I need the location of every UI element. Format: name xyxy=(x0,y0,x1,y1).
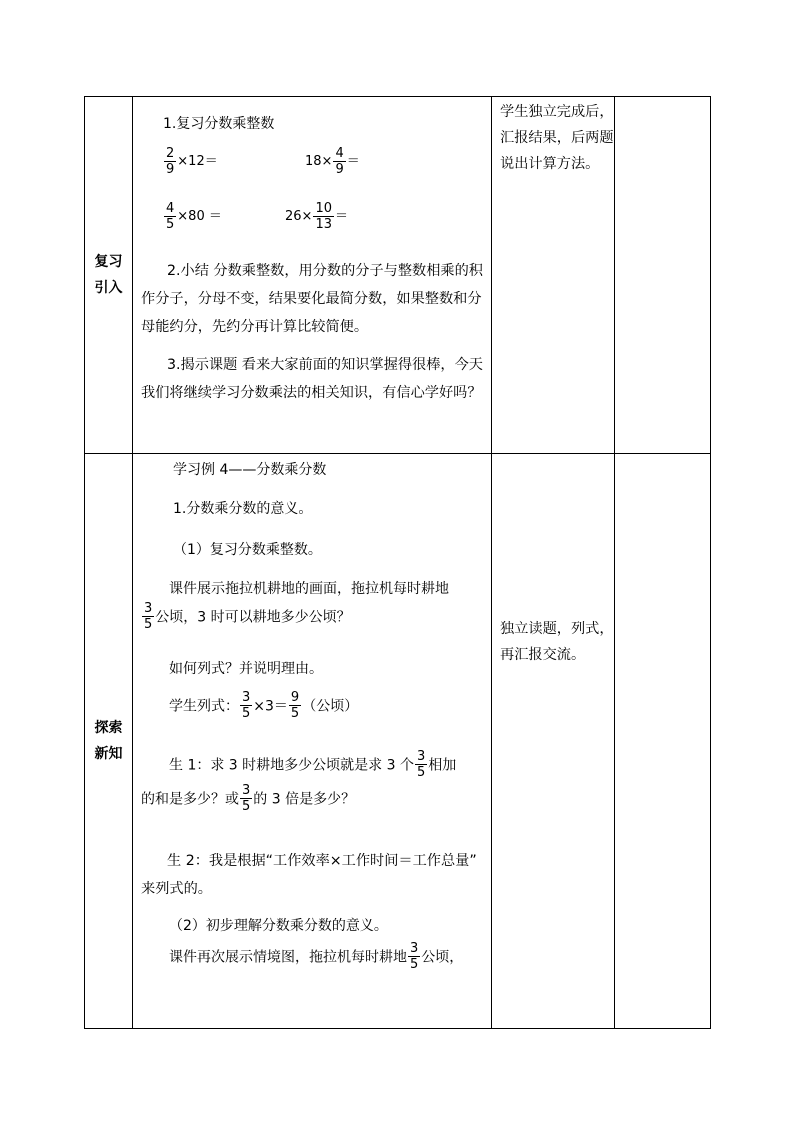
fraction: $\frac{2}{9}$ xyxy=(166,146,175,177)
explore-p1-line2: $\frac{3}{5}$ 公顷，3 时可以耕地多少公顷？ xyxy=(144,601,351,632)
fraction: $\frac{9}{5}$ xyxy=(290,690,300,721)
explore-student-cell xyxy=(492,454,615,1029)
explore-question: 如何列式？并说明理由。 xyxy=(169,661,323,677)
review-item1-title: 1.复习分数乘整数 xyxy=(163,116,275,132)
exercise-1: $\frac{2}{9}$ ×12＝ xyxy=(166,146,218,177)
explore-s1-line2: 的和是多少？或 $\frac{3}{5}$ 的 3 倍是多少？ xyxy=(141,783,356,814)
fraction: $\frac{3}{5}$ xyxy=(242,690,251,721)
fraction: $\frac{4}{5}$ xyxy=(166,201,175,232)
review-label: 复习引入 xyxy=(94,254,123,296)
exercise-2: 18× $\frac{4}{9}$ ＝ xyxy=(305,146,360,177)
explore-p2: 课件再次展示情境图，拖拉机每时耕地 $\frac{3}{5}$ 公顷， xyxy=(169,941,464,972)
review-student-activity: 学生独立完成后，汇报结果，后两题说出计算方法。 xyxy=(500,104,614,172)
fraction: $\frac{3}{5}$ xyxy=(416,749,426,780)
explore-row xyxy=(85,454,711,1029)
explore-heading: 学习例 4——分数乘分数 xyxy=(173,462,327,478)
lesson-plan-table xyxy=(84,96,711,1029)
explore-sub1: （1）复习分数乘整数。 xyxy=(173,542,322,558)
review-student-cell xyxy=(492,97,615,454)
review-notes-cell xyxy=(615,97,711,454)
explore-label-cell xyxy=(85,454,133,1029)
explore-student-activity: 独立读题，列式，再汇报交流。 xyxy=(500,621,614,663)
explore-sub2: （2）初步理解分数乘分数的意义。 xyxy=(169,918,388,934)
review-item3: 3.揭示课题 看来大家前面的知识掌握得很棒，今天我们将继续学习分数乘法的相关知识，有信心学好吗？ xyxy=(141,357,483,401)
exercise-4: 26× $\frac{10}{13}$ ＝ xyxy=(285,201,348,232)
explore-content-cell xyxy=(133,454,492,1029)
fraction: $\frac{3}{5}$ xyxy=(242,783,251,814)
exercise-3: $\frac{4}{5}$ ×80 ＝ xyxy=(166,201,222,232)
review-content-cell xyxy=(133,97,492,454)
fraction: $\frac{4}{9}$ xyxy=(335,146,344,177)
fraction: $\frac{10}{13}$ xyxy=(315,201,332,232)
review-row xyxy=(85,97,711,454)
explore-p1-line1: 课件展示拖拉机耕地的画面，拖拉机每时耕地 xyxy=(169,581,449,597)
explore-label: 探索新知 xyxy=(94,720,123,762)
explore-formula: 学生列式： $\frac{3}{5}$ ×3＝ $\frac{9}{5}$ （公顷） xyxy=(169,690,359,721)
explore-notes-cell xyxy=(615,454,711,1029)
explore-s2: 生 2：我是根据“工作效率×工作时间＝工作总量” 来列式的。 xyxy=(141,853,477,897)
review-label-cell xyxy=(85,97,133,454)
explore-s1-line1: 生 1：求 3 时耕地多少公顷就是求 3 个 $\frac{3}{5}$ 相加 xyxy=(169,749,457,780)
review-item2: 2.小结 分数乘整数，用分数的分子与整数相乘的积作分子，分母不变，结果要化最简分数，如果整数和分母能约分，先约分再计算比较简便。 xyxy=(141,263,483,335)
explore-item1: 1.分数乘分数的意义。 xyxy=(173,501,313,517)
fraction: $\frac{3}{5}$ xyxy=(410,941,419,972)
fraction: $\frac{3}{5}$ xyxy=(144,601,153,632)
